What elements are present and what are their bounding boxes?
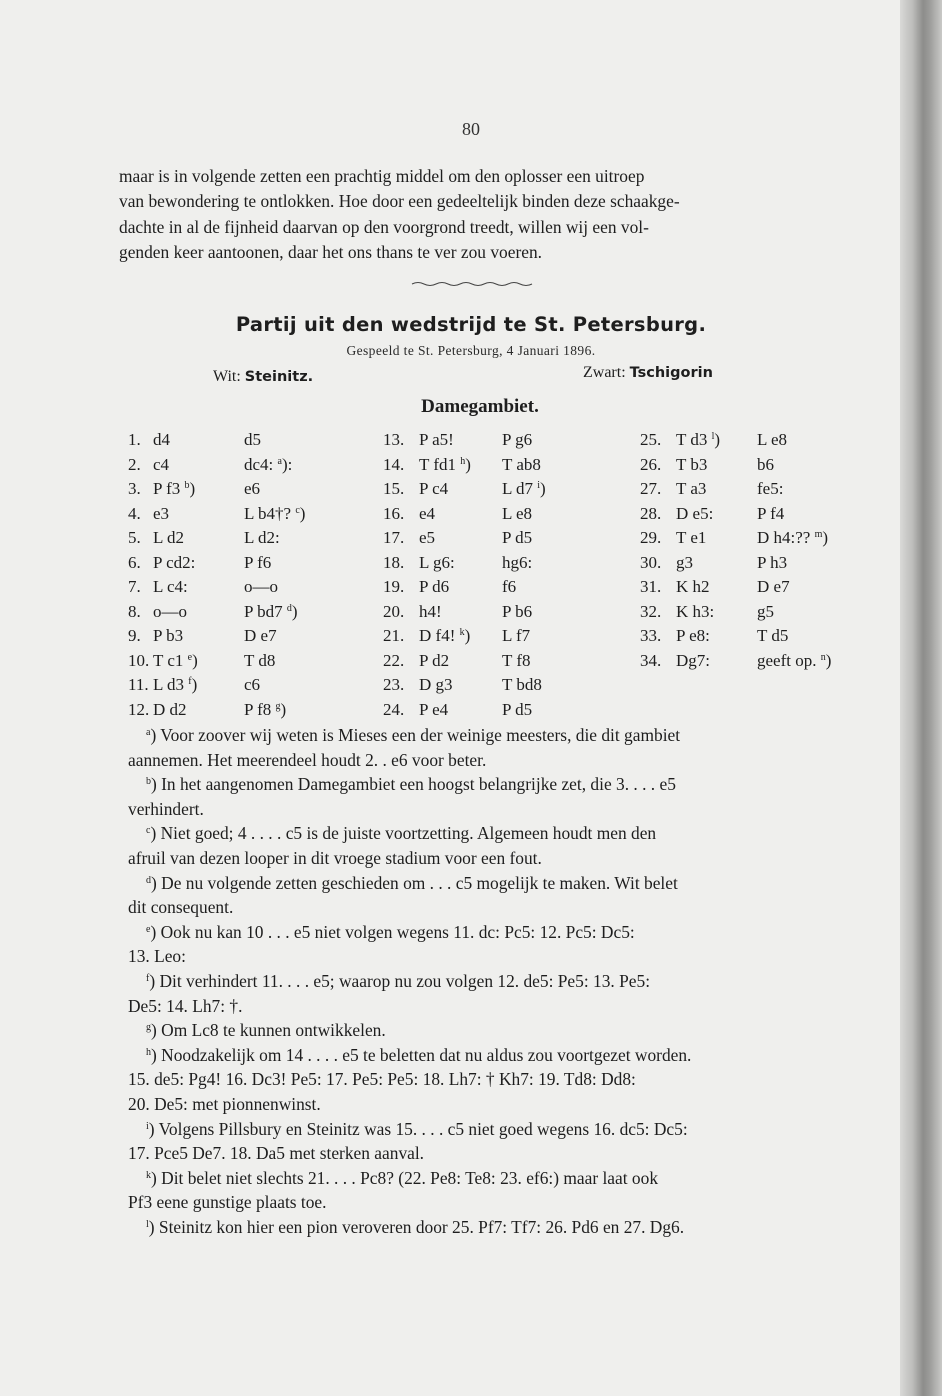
footnote-line: aannemen. Het meerendeel houdt 2. . e6 voor beter.: [128, 749, 487, 770]
black-move: L f7: [502, 626, 531, 645]
footnote-mark: f: [146, 972, 150, 984]
move-number: 19.: [383, 577, 405, 596]
white-move: T e1: [676, 528, 707, 547]
move-number: 2.: [128, 454, 141, 474]
footnote-mark: c: [295, 504, 300, 516]
footnote-mark: b: [184, 480, 190, 491]
section-ornament: [410, 280, 535, 288]
black-move: c6: [244, 675, 261, 694]
move-number: 3.: [128, 479, 141, 498]
move-number: 28.: [640, 503, 662, 523]
footnote-mark: b: [146, 776, 151, 788]
footnote-mark: e: [187, 651, 193, 663]
black-move: L e8: [757, 430, 788, 449]
move-number: 4.: [128, 503, 141, 523]
black-move: P bd7 $^d$): [244, 601, 298, 621]
footnote-line-first: $^c$) Niet goed; 4 . . . . c5 is de juiste voortzetting. Algemeen houdt men den: [146, 823, 657, 844]
black-move: T d8: [244, 650, 276, 670]
page-number: 80: [462, 119, 480, 139]
footnote-mark: f: [188, 676, 192, 687]
page-edge-shadow: [900, 0, 942, 1396]
footnote-line-first: $^g$) Om Lc8 te kunnen ontwikkelen.: [146, 1020, 386, 1041]
game-title: Partij uit den wedstrijd te St. Petersburg.: [235, 313, 707, 336]
move-number: 24.: [383, 699, 405, 719]
white-move: L d2: [153, 528, 185, 547]
black-move: L d2:: [244, 528, 280, 547]
footnote-line: afruil van dezen looper in dit vroege stadium voor een fout.: [128, 847, 542, 868]
black-move: P b6: [502, 601, 533, 621]
white-move: T b3: [676, 454, 708, 474]
footnote-line: De5: 14. Lh7: †.: [128, 995, 243, 1016]
black-move: L b4†? $^c$): [244, 503, 306, 523]
black-move: geeft op. $^n$): [757, 650, 832, 670]
footnote-mark: g: [275, 700, 281, 712]
white-name: Steinitz.: [244, 369, 314, 385]
white-move: D e5:: [676, 503, 714, 523]
white-move: h4!: [419, 601, 442, 621]
footnote-mark: h: [460, 455, 466, 467]
footnote-line: 13. Leo:: [128, 946, 186, 967]
black-label: Zwart:: [583, 364, 626, 381]
move-number: 8.: [128, 601, 141, 621]
black-move: D h4:?? $^m$): [757, 528, 829, 547]
move-number: 6.: [128, 552, 141, 572]
white-move: P a5!: [419, 430, 454, 449]
black-move: P f8 $^g$): [244, 699, 287, 719]
intro-line: dachte in al de fijnheid daarvan op den voorgrond treedt, willen wij een vol-: [119, 216, 649, 237]
footnote-line-first: $^k$) Dit belet niet slechts 21. . . . Pc8? (22. Pe8: Te8: 23. ef6:) maar laat ook: [146, 1167, 659, 1188]
white-move: T c1 $^e$): [153, 650, 198, 670]
footnote-line: 17. Pce5 De7. 18. Da5 met sterken aanval.: [128, 1143, 425, 1164]
footnote-mark: k: [146, 1169, 151, 1181]
move-number: 10.: [128, 650, 150, 670]
move-row: [0, 602, 900, 626]
black-move: dc4: $^a$):: [244, 454, 293, 474]
move-number: 9.: [128, 626, 141, 645]
footnote-mark: l: [146, 1218, 149, 1230]
move-number: 1.: [128, 430, 141, 449]
black-move: P f6: [244, 552, 272, 572]
white-move: T fd1 $^h$): [419, 454, 471, 474]
footnote-line: Pf3 eene gunstige plaats toe.: [128, 1192, 327, 1213]
black-move: D e7: [757, 577, 790, 596]
move-number: 5.: [128, 528, 141, 547]
intro-line: van bewondering te ontlokken. Hoe door een gedeeltelijk binden deze schaakge-: [119, 191, 680, 212]
black-player: [583, 364, 713, 382]
footnote-mark: d: [286, 602, 292, 614]
footnote-line-first: $^b$) In het aangenomen Damegambiet een hoogst belangrijke zet, die 3. . . . e5: [146, 774, 676, 795]
move-row: [0, 553, 900, 577]
footnote-line: 20. De5: met pionnenwinst.: [128, 1093, 321, 1114]
black-move: T d5: [757, 626, 789, 645]
move-number: 16.: [383, 503, 405, 523]
intro-line: maar is in volgende zetten een prachtig middel om den oplosser een uitroep: [119, 166, 645, 186]
move-number: 15.: [383, 479, 405, 498]
white-move: Dg7:: [676, 650, 710, 670]
black-name: Tschigorin: [629, 365, 713, 381]
footnote-line-first: $^i$) Volgens Pillsbury en Steinitz was 15. . . . c5 niet goed wegens 16. dc5: Dc5:: [146, 1118, 688, 1139]
black-move: e6: [244, 479, 261, 498]
black-move: P h3: [757, 552, 788, 572]
move-number: 12.: [128, 699, 150, 719]
white-move: e5: [419, 528, 436, 547]
move-number: 25.: [640, 430, 662, 449]
footnote-line-first: $^h$) Noodzakelijk om 14 . . . . e5 te beletten dat nu aldus zou voortgezet worden.: [146, 1044, 692, 1065]
move-number: 13.: [383, 430, 405, 449]
footnote-mark: g: [146, 1022, 151, 1034]
black-move: o—o: [244, 577, 278, 596]
white-move: c4: [153, 454, 170, 474]
move-number: 7.: [128, 577, 141, 596]
white-move: e4: [419, 503, 436, 523]
intro-paragraph: [119, 164, 847, 265]
black-move: hg6:: [502, 552, 533, 572]
white-move: K h2: [676, 577, 710, 596]
black-move: T ab8: [502, 454, 541, 474]
white-move: P cd2:: [153, 552, 196, 572]
intro-line: genden keer aantoonen, daar het ons thans te ver zou voeren.: [119, 241, 542, 262]
move-number: 26.: [640, 454, 662, 474]
move-row: [0, 455, 900, 479]
black-move: b6: [757, 454, 774, 474]
black-move: f6: [502, 577, 517, 596]
footnote-mark: c: [146, 825, 151, 837]
move-number: 18.: [383, 552, 405, 572]
footnote-line: verhindert.: [128, 798, 204, 819]
footnote-mark: a: [277, 455, 282, 467]
move-number: 20.: [383, 601, 405, 621]
move-number: 11.: [128, 675, 149, 694]
move-row: [0, 577, 900, 601]
footnote-line-first: $^f$) Dit verhindert 11. . . . e5; waarop nu zou volgen 12. de5: Pe5: 13. Pe5:: [146, 970, 651, 991]
footnote-mark: k: [459, 627, 465, 638]
white-move: P e4: [419, 699, 449, 719]
move-row: [0, 626, 900, 650]
black-move: P g6: [502, 430, 533, 449]
footnote-mark: d: [146, 874, 151, 886]
move-number: 30.: [640, 552, 662, 572]
white-move: T d3 $^l$): [676, 430, 721, 449]
move-row: [0, 504, 900, 528]
move-table: [0, 430, 900, 730]
move-number: 31.: [640, 577, 662, 596]
footnote-line: 15. de5: Pg4! 16. Dc3! Pe5: 17. Pe5: Pe5: 18. Lh7: † Kh7: 19. Td8: Dd8:: [128, 1069, 636, 1090]
move-row: [0, 675, 900, 699]
white-move: P e8:: [676, 626, 710, 645]
opening-name: Damegambiet.: [421, 396, 539, 417]
white-move: L d3 $^f$): [153, 675, 198, 694]
footnote-mark: i: [537, 480, 541, 491]
footnote-line-first: $^d$) De nu volgende zetten geschieden om . . . c5 mogelijk te maken. Wit belet: [146, 872, 678, 893]
white-move: P c4: [419, 479, 449, 498]
black-move: d5: [244, 430, 261, 449]
white-move: P d2: [419, 650, 450, 670]
game-subtitle: Gespeeld te St. Petersburg, 4 Januari 1896.: [346, 343, 596, 358]
footnote-line: dit consequent.: [128, 897, 234, 918]
black-move: P d5: [502, 699, 533, 719]
move-row: [0, 479, 900, 503]
move-number: 17.: [383, 528, 405, 547]
white-move: e3: [153, 503, 170, 523]
black-move: P f4: [757, 503, 785, 523]
white-move: T a3: [676, 479, 707, 498]
footnote-line-first: $^a$) Voor zoover wij weten is Mieses een der weinige meesters, die dit gambiet: [146, 725, 681, 745]
move-row: [0, 651, 900, 675]
footnote-mark: a: [146, 727, 151, 738]
footnote-mark: l: [711, 431, 715, 442]
move-row: [0, 528, 900, 552]
white-move: P f3 $^b$): [153, 479, 196, 498]
move-number: 21.: [383, 626, 405, 645]
move-number: 34.: [640, 650, 662, 670]
white-move: K h3:: [676, 601, 715, 621]
footnote-mark: i: [146, 1120, 149, 1132]
black-move: L e8: [502, 503, 533, 523]
move-row: [0, 700, 900, 724]
footnote-mark: e: [146, 923, 151, 935]
move-number: 27.: [640, 479, 662, 498]
white-move: o—o: [153, 601, 187, 621]
white-move: P d6: [419, 577, 450, 596]
black-move: P d5: [502, 528, 533, 547]
footnote-mark: h: [146, 1046, 151, 1058]
move-number: 14.: [383, 454, 405, 474]
black-move: L d7 $^i$): [502, 479, 546, 498]
black-move: T bd8: [502, 675, 542, 694]
white-move: L c4:: [153, 577, 188, 596]
black-move: D e7: [244, 626, 277, 645]
white-label: Wit:: [213, 368, 241, 385]
footnote-mark: n: [820, 651, 826, 663]
white-move: g3: [676, 552, 693, 572]
white-move: D g3: [419, 675, 453, 694]
move-number: 29.: [640, 528, 662, 547]
white-move: d4: [153, 430, 170, 449]
white-move: L g6:: [419, 552, 455, 572]
black-move: g5: [757, 601, 774, 621]
footnote-line-first: $^e$) Ook nu kan 10 . . . e5 niet volgen wegens 11. dc: Pc5: 12. Pc5: Dc5:: [146, 921, 635, 942]
move-number: 33.: [640, 626, 662, 645]
move-number: 22.: [383, 650, 405, 670]
white-player: [213, 368, 313, 386]
move-row: [0, 430, 900, 454]
white-move: D f4! $^k$): [419, 626, 471, 645]
black-move: fe5:: [757, 479, 784, 498]
white-move: P b3: [153, 626, 184, 645]
white-move: D d2: [153, 699, 187, 719]
footnote-mark: m: [814, 529, 823, 540]
move-number: 32.: [640, 601, 662, 621]
move-number: 23.: [383, 675, 405, 694]
footnotes: [128, 723, 848, 1239]
footnote-line-first: $^l$) Steinitz kon hier een pion veroveren door 25. Pf7: Tf7: 26. Pd6 en 27. Dg6.: [146, 1216, 685, 1237]
black-move: T f8: [502, 650, 531, 670]
